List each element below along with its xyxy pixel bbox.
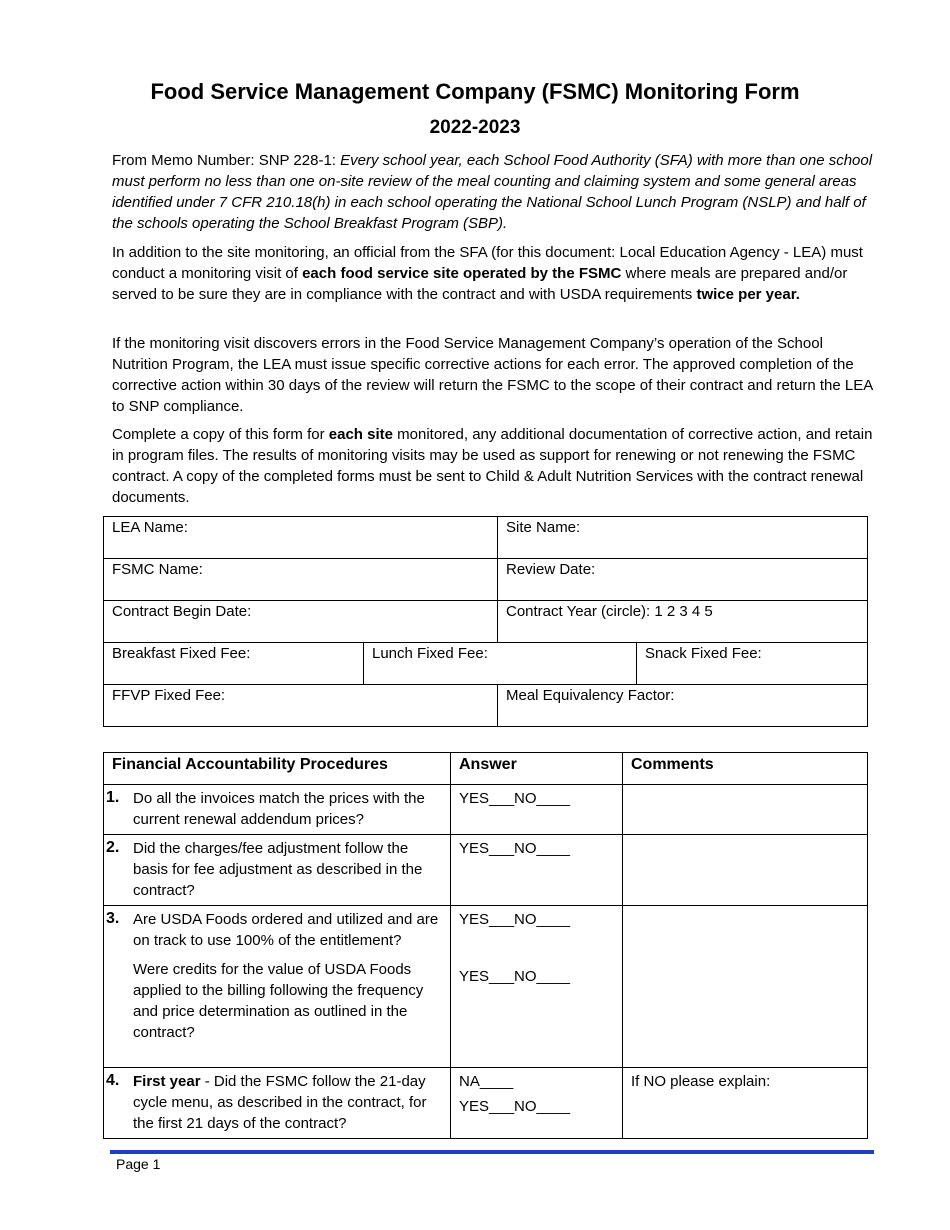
table-row [104,785,868,835]
question-number: 3. [106,910,120,927]
answer-cell[interactable] [451,1068,623,1139]
first-year-label: First year [133,1073,201,1090]
question-text [133,909,442,1043]
review-date-field[interactable]: Review Date: [498,559,868,601]
yes-no-answer[interactable]: YES___NO____ [459,840,570,857]
p4-text-a: Complete a copy of this form for [112,426,329,443]
p4-text-c: monitored, any additional documentation of corrective action, and retain in program files. The results of monitoring visits may be used as support for renewing or not renewing the FSMC contract. A copy of the completed forms must be sent to Child & Adult Nutrition Services with the contract renewal documents. [112,426,873,506]
question-number: 4. [106,1072,120,1089]
yes-no-answer[interactable]: YES___NO____ [459,1098,570,1115]
p4-bold-b: each site [328,426,393,443]
lunch-fixed-fee-field[interactable]: Lunch Fixed Fee: [364,643,637,685]
question-text [133,1071,442,1134]
question-cell [104,835,451,906]
table-row [104,906,868,1068]
p2-text-c: where meals are prepared and/or served to be sure they are in compliance with the contract and with USDA requirements [112,265,848,303]
form-title: Food Service Management Company (FSMC) Monitoring Form [150,79,800,104]
yes-no-answer[interactable]: YES___NO____ [459,911,570,928]
table-row [104,1068,868,1139]
snack-fixed-fee-field[interactable]: Snack Fixed Fee: [637,643,868,685]
question-number: 1. [106,789,120,806]
p2-bold-d: twice per year. [696,286,800,303]
p2-bold-b: each food service site operated by the FSMC [302,265,622,282]
ffvp-fixed-fee-field[interactable]: FFVP Fixed Fee: [104,685,498,727]
table-row [104,835,868,906]
memo-prefix: From Memo Number: SNP 228-1: [112,152,341,169]
page-number: Page 1 [116,1156,161,1172]
answer-header: Answer [451,753,623,785]
corrective-action-paragraph: If the monitoring visit discovers errors in the Food Service Management Company’s operation of the School Nutrition Program, the LEA must issue specific corrective actions for each error. The approved completion of the corrective action within 30 days of the review will return the FSMC to the scope of their contract and return the LEA to SNP compliance. [112,335,873,415]
comment-cell[interactable] [623,906,868,1068]
form-year: 2022-2023 [429,117,521,138]
na-answer[interactable]: NA____ [459,1073,514,1090]
question-text: Do all the invoices match the prices with the current renewal addendum prices? [133,790,425,828]
procedures-header: Financial Accountability Procedures [104,753,451,785]
answer-cell[interactable] [451,785,623,835]
question-cell [104,785,451,835]
site-monitoring-paragraph [112,242,877,305]
question-text: Did the charges/fee adjustment follow the basis for fee adjustment as described in the contract? [133,840,423,899]
site-name-field[interactable]: Site Name: [498,517,868,559]
question-text-part-b: Were credits for the value of USDA Foods applied to the billing following the frequency and price determination as outlined in the contract? [133,961,424,1041]
meal-equivalency-factor-field[interactable]: Meal Equivalency Factor: [498,685,868,727]
memo-quote: Every school year, each School Food Authority (SFA) with more than one school must perform no less than one on-site review of the meal counting and claiming system and some general areas identified under 7 CFR 210.18(h) in each school operating the National School Lunch Program (NSLP) and half of the schools operating the School Breakfast Program (SBP). [112,152,873,232]
question-cell [104,1068,451,1139]
financial-accountability-table [103,752,868,1139]
comment-cell[interactable] [623,835,868,906]
comments-header: Comments [623,753,868,785]
memo-paragraph [112,150,877,234]
site-info-table [103,516,868,727]
breakfast-fixed-fee-field[interactable]: Breakfast Fixed Fee: [104,643,364,685]
comment-cell[interactable] [623,785,868,835]
p2-text-a: In addition to the site monitoring, an official from the SFA (for this document: Local Education Agency - LEA) must conduct a monitoring visit of [112,244,863,282]
yes-no-answer[interactable]: YES___NO____ [459,968,570,985]
lea-name-field[interactable]: LEA Name: [104,517,498,559]
answer-cell[interactable] [451,835,623,906]
footer-rule [110,1150,874,1154]
question-text-part-a: Are USDA Foods ordered and utilized and are on track to use 100% of the entitlement? [133,911,439,949]
question-cell [104,906,451,1068]
question-number: 2. [106,839,120,856]
question-text-body: - Did the FSMC follow the 21-day cycle menu, as described in the contract, for the first 21 days of the contract? [133,1073,427,1132]
comment-cell[interactable]: If NO please explain: [623,1068,868,1139]
yes-no-answer[interactable]: YES___NO____ [459,790,570,807]
instructions-paragraph [112,424,877,508]
fsmc-name-field[interactable]: FSMC Name: [104,559,498,601]
answer-cell[interactable] [451,906,623,1068]
contract-begin-date-field[interactable]: Contract Begin Date: [104,601,498,643]
contract-year-field[interactable]: Contract Year (circle): 1 2 3 4 5 [498,601,868,643]
